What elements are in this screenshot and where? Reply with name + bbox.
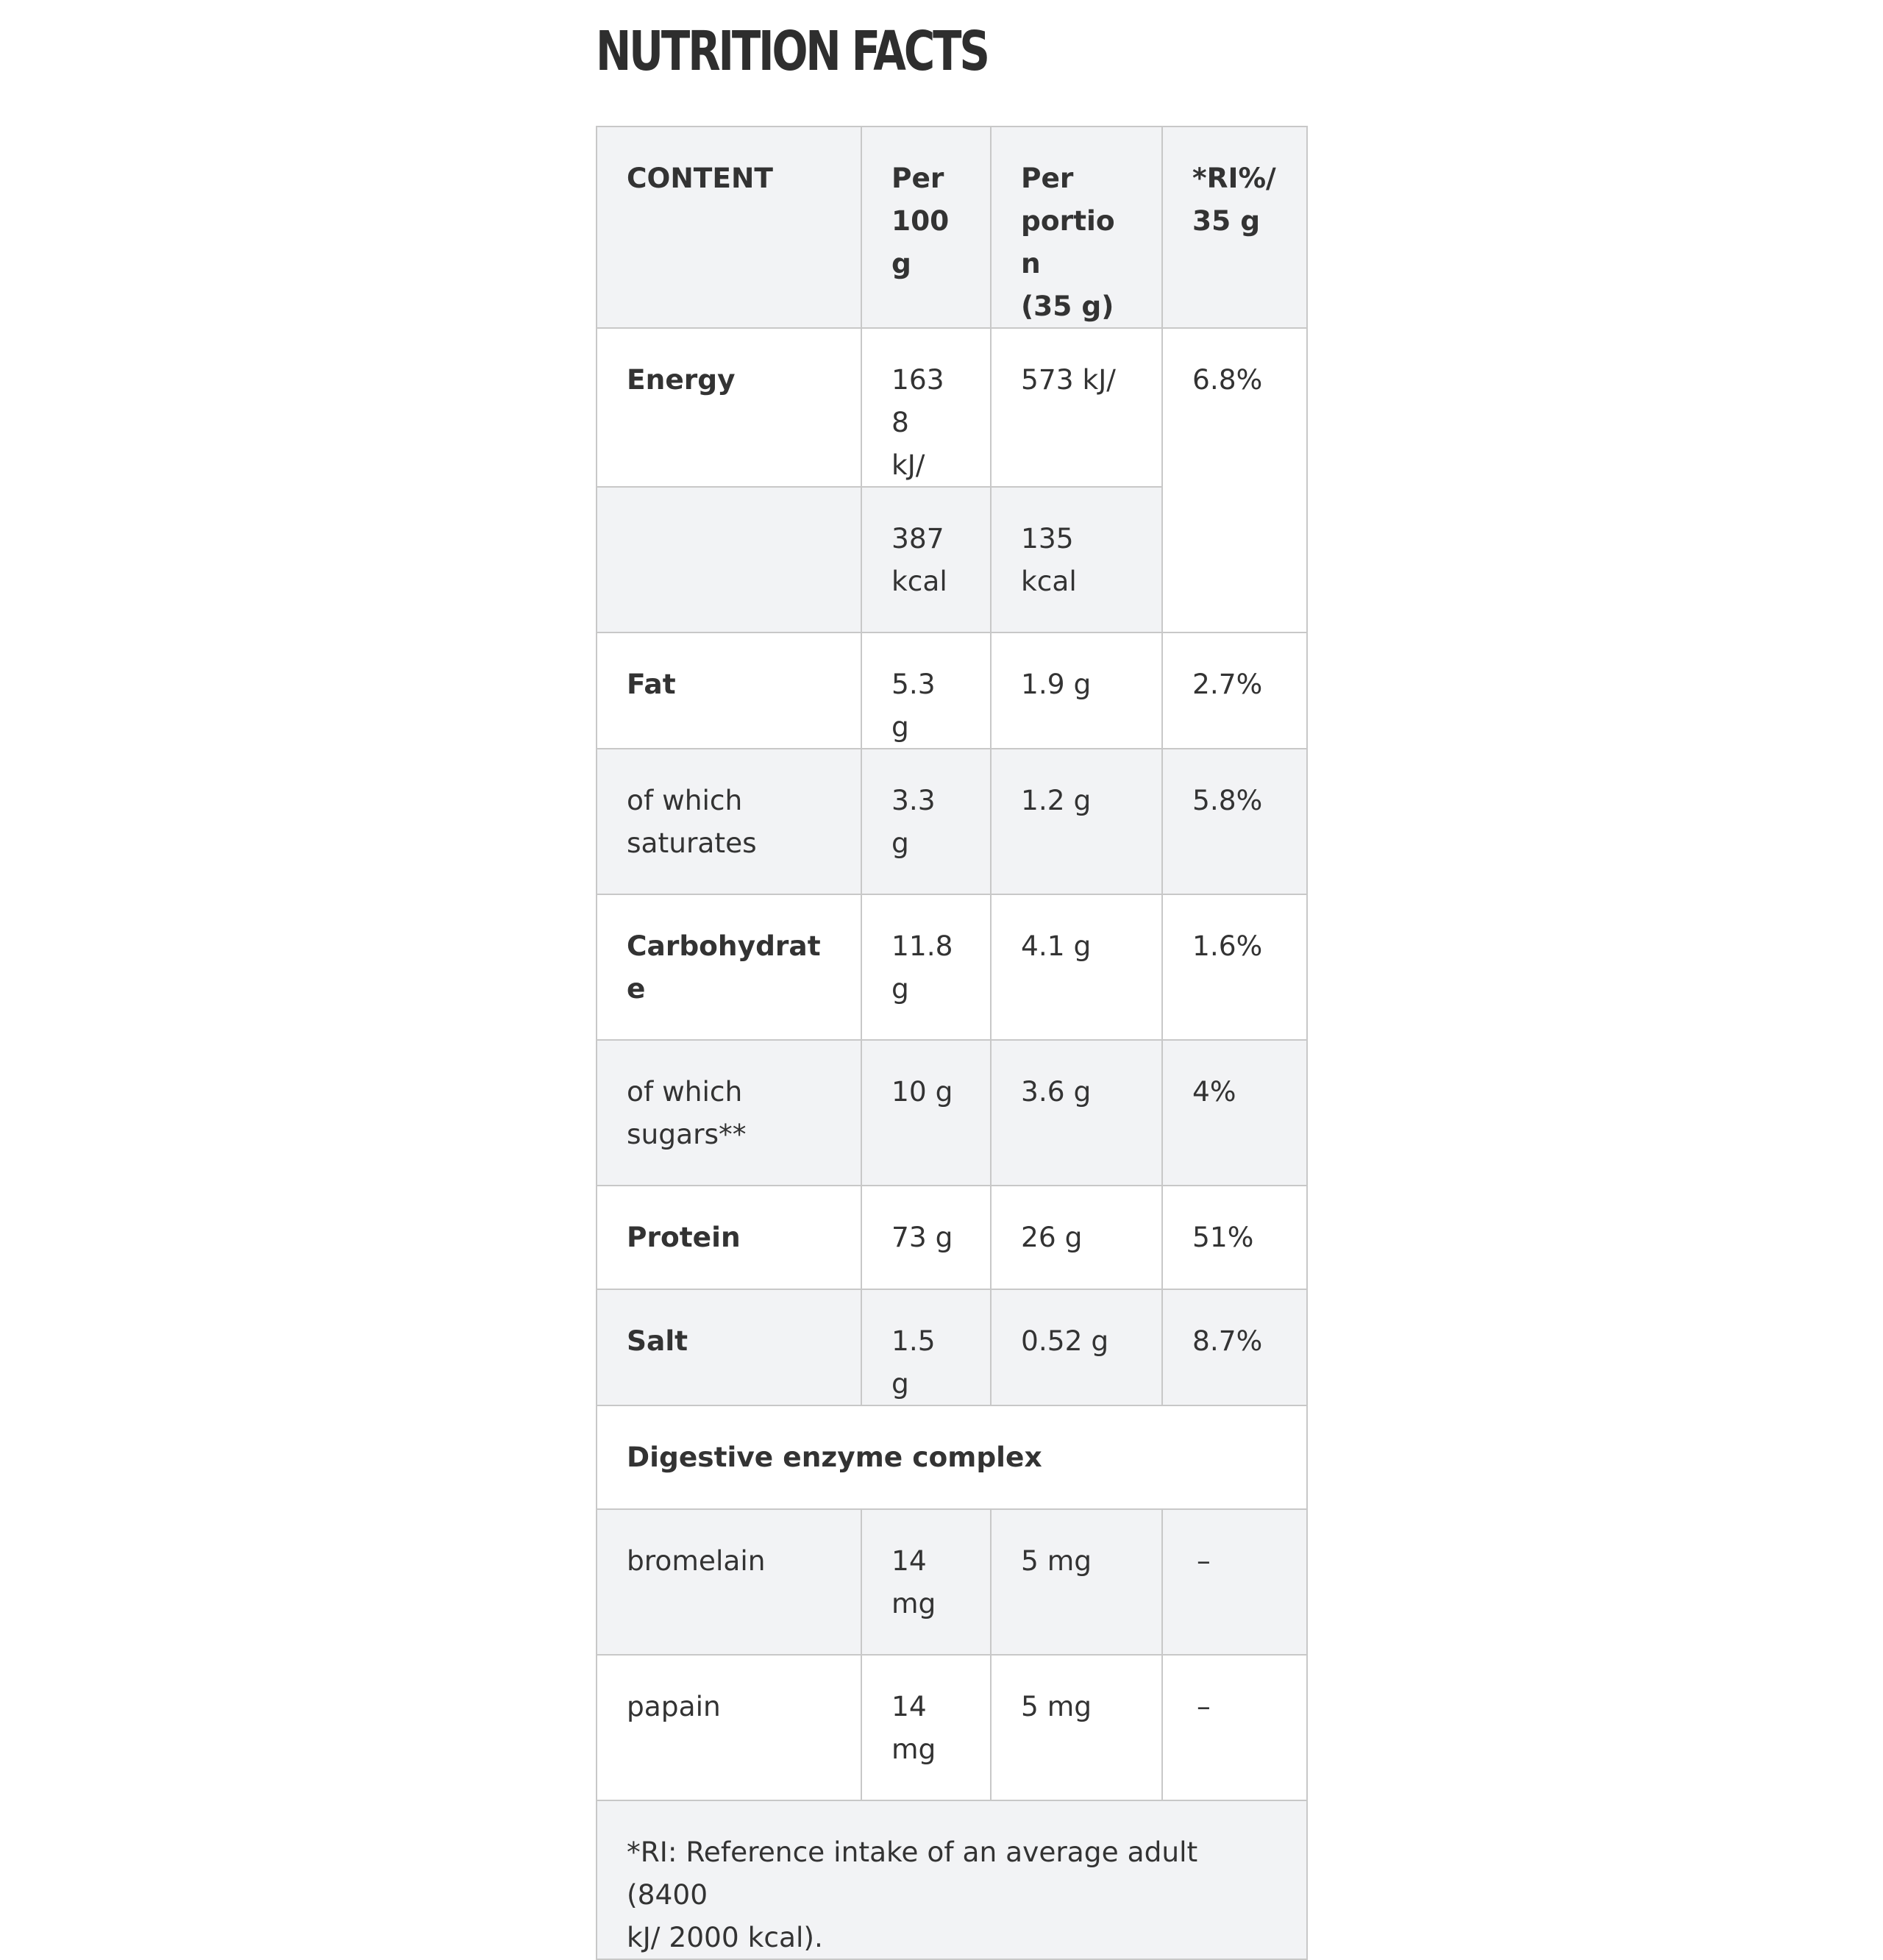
table-row-protein xyxy=(597,1186,1307,1289)
row-per100: 5.3 g xyxy=(861,632,991,749)
row-perportion: 26 g xyxy=(991,1186,1162,1289)
energy-per100-kcal: 387 kcal xyxy=(861,487,991,632)
energy-perportion-kj: 573 kJ/ xyxy=(991,328,1162,487)
table-header-row xyxy=(597,126,1307,328)
row-label: Protein xyxy=(597,1186,861,1289)
row-perportion: 3.6 g xyxy=(991,1040,1162,1186)
header-per-portion: Per portion (35 g) xyxy=(991,126,1162,328)
row-per100: 14 mg xyxy=(861,1655,991,1800)
row-ri: 4% xyxy=(1162,1040,1307,1186)
row-per100: 11.8 g xyxy=(861,894,991,1040)
row-label: Fat xyxy=(597,632,861,749)
table-row-saturates xyxy=(597,749,1307,894)
row-ri: 8.7% xyxy=(1162,1289,1307,1405)
table-row-footnote xyxy=(597,1800,1307,1959)
table-row-salt xyxy=(597,1289,1307,1405)
table-row-fat xyxy=(597,632,1307,749)
row-perportion: 5 mg xyxy=(991,1509,1162,1655)
header-ri: *RI%/ 35 g xyxy=(1162,126,1307,328)
row-per100: 3.3 g xyxy=(861,749,991,894)
table-row-enzyme-heading xyxy=(597,1405,1307,1509)
energy-ri: 6.8% xyxy=(1162,328,1307,632)
row-ri: – xyxy=(1162,1655,1307,1800)
energy-label: Energy xyxy=(597,328,861,487)
table-row-sugars xyxy=(597,1040,1307,1186)
row-ri: 2.7% xyxy=(1162,632,1307,749)
table-row-bromelain xyxy=(597,1509,1307,1655)
row-per100: 1.5 g xyxy=(861,1289,991,1405)
nutrition-table xyxy=(596,126,1308,1960)
row-ri: 1.6% xyxy=(1162,894,1307,1040)
energy-kcal-empty xyxy=(597,487,861,632)
row-ri: 51% xyxy=(1162,1186,1307,1289)
row-ri: 5.8% xyxy=(1162,749,1307,894)
row-perportion: 1.2 g xyxy=(991,749,1162,894)
energy-per100-kj: 1638 kJ/ xyxy=(861,328,991,487)
row-label: Carbohydrate xyxy=(597,894,861,1040)
page-title: NUTRITION FACTS xyxy=(596,20,988,83)
table-row-energy-kj xyxy=(597,328,1307,487)
table-row-carbohydrate xyxy=(597,894,1307,1040)
row-label: bromelain xyxy=(597,1509,861,1655)
row-perportion: 0.52 g xyxy=(991,1289,1162,1405)
row-perportion: 1.9 g xyxy=(991,632,1162,749)
table-row-papain xyxy=(597,1655,1307,1800)
header-per-100g: Per 100 g xyxy=(861,126,991,328)
footnote: *RI: Reference intake of an average adult (8400 kJ/ 2000 kcal). xyxy=(597,1800,1307,1959)
header-content: CONTENT xyxy=(597,126,861,328)
row-label: of which sugars** xyxy=(597,1040,861,1186)
row-ri: – xyxy=(1162,1509,1307,1655)
row-perportion: 5 mg xyxy=(991,1655,1162,1800)
energy-perportion-kcal: 135 kcal xyxy=(991,487,1162,632)
row-per100: 73 g xyxy=(861,1186,991,1289)
row-per100: 14 mg xyxy=(861,1509,991,1655)
row-label: of which saturates xyxy=(597,749,861,894)
row-perportion: 4.1 g xyxy=(991,894,1162,1040)
row-label: papain xyxy=(597,1655,861,1800)
row-label: Salt xyxy=(597,1289,861,1405)
enzyme-heading: Digestive enzyme complex xyxy=(597,1405,1307,1509)
row-per100: 10 g xyxy=(861,1040,991,1186)
